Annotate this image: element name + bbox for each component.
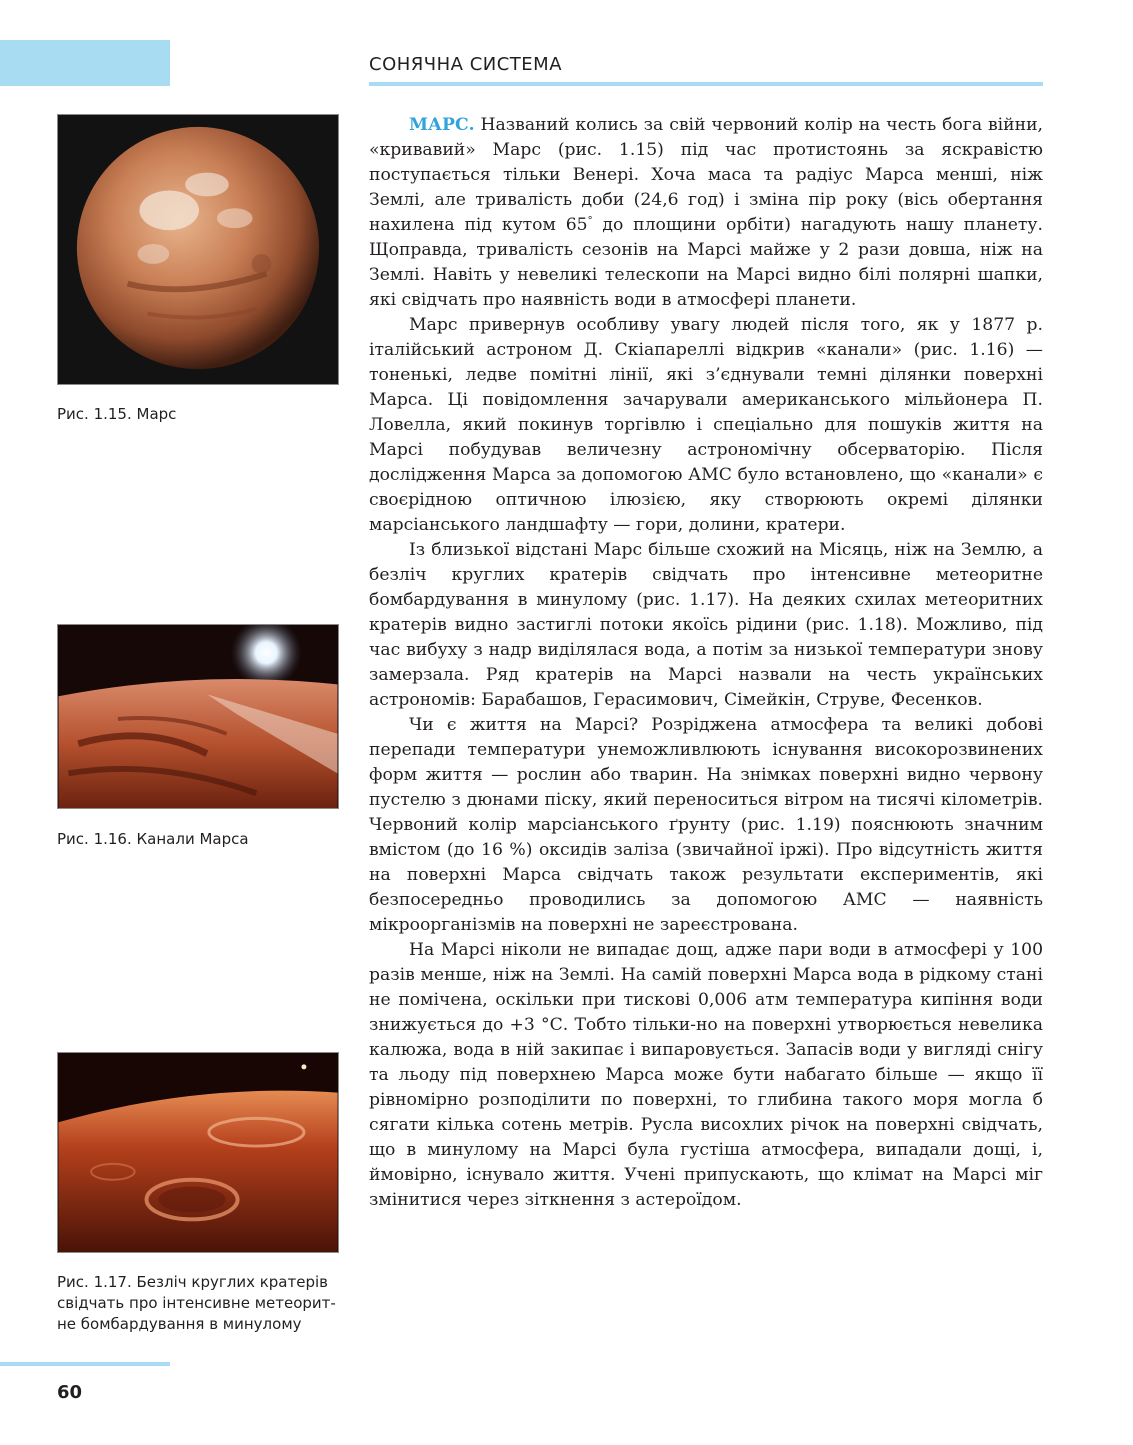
figure-caption-1-16: Рис. 1.16. Канали Марса [57, 830, 249, 848]
figure-mars-craters [57, 1052, 339, 1253]
paragraph-1: МАРС. Названий колись за свій червоний колір на честь бога війни, «кривавий» Марс (рис. 1.15) під час протистоянь за яскравістю поступається тільки Венері. Хоча маса та радіус Марса менші, ніж Землі, але тривалість доби (24,6 год) і зміна пір року (вісь обертання нахилена під кутом 65° до площини орбіти) нагадують нашу планету. Щоправда, тривалість сезонів на Марсі майже у 2 рази довша, ніж на Землі. Навіть у невеликі телескопи на Марсі видно білі полярні шапки, які свідчать про наявність води в атмосфері планети. [369, 115, 1043, 310]
paragraph-3: Із близької відстані Марс більше схожий на Місяць, ніж на Землю, а безліч круглих кратерів свідчать про інтенсивне метеоритне бомбардування в минулому (рис. 1.17). На деяких схилах метеоритних кратерів видно застиглі потоки якоїсь рідини (рис. 1.18). Можливо, під час вибуху з надр виділялася вода, а потім за низької температури знову замерзала. Ряд кратерів на Марсі назвали на честь українських астрономів: Барабашов, Герасимович, Сімейкін, Струве, Фесенков. [369, 540, 1043, 710]
figure-caption-1-15: Рис. 1.15. Марс [57, 405, 177, 423]
footer-rule [0, 1362, 170, 1366]
page-number: 60 [57, 1382, 83, 1403]
paragraph-4: Чи є життя на Марсі? Розріджена атмосфера та великі добові перепади температури унеможливлюють існування високорозвинених форм життя — рослин або тварин. На знімках поверхні видно червону пустелю з дюнами піску, який переноситься вітром на тисячі кілометрів. Червоний колір марсіанського ґрунту (рис. 1.19) пояснюють значним вмістом (до 16 %) оксидів заліза (звичайної іржі). Про відсутність життя на поверхні Марса свідчать також результати експериментів, які безпосередньо проводились за допомогою АМС — наявність мікроорганізмів на поверхні не зареєстрована. [369, 715, 1043, 935]
main-text [369, 113, 1043, 1213]
figure-mars-canals [57, 624, 339, 809]
header-rule [369, 82, 1043, 86]
figure-caption-1-17: Рис. 1.17. Безліч круглих кратерів свідчать про інтенсивне метеорит-не бомбардування в минулому [57, 1273, 336, 1333]
figure-mars-photo [57, 114, 339, 385]
degree-sign: ° [587, 215, 593, 227]
mars-craters-illustration [58, 1053, 338, 1252]
section-title: СОНЯЧНА СИСТЕМА [369, 54, 563, 75]
mars-canals-illustration [58, 625, 338, 808]
header-tab-block [0, 40, 170, 86]
mars-globe-illustration [58, 115, 338, 384]
paragraph-5: На Марсі ніколи не випадає дощ, адже пари води в атмосфері у 100 разів менше, ніж на Землі. На самій поверхні Марса вода в рідкому стані не помічена, оскільки при тискові 0,006 атм температура кипіння води знижується до +3 °С. Тобто тільки-но на поверхні утворюється невелика калюжа, вода в ній закипає і випаровується. Запасів води у вигляді снігу та льоду під поверхнею Марса може бути набагато більше — якщо її рівномірно розподілити по поверхні, то глибина такого моря могла б сягати кілька сотень метрів. Русла висохлих річок на поверхні свідчать, що в минулому на Марсі була густіша атмосфера, випадали дощі, і, ймовірно, існувало життя. Учені припускають, що клімат на Марсі міг змінитися через зіткнення з астероїдом. [369, 940, 1043, 1210]
paragraph-2: Марс привернув особливу увагу людей після того, як у 1877 р. італійський астроном Д. Скіапареллі відкрив «канали» (рис. 1.16) — тоненькі, ледве помітні лінії, які з’єднували темні ділянки поверхні Марса. Ці повідомлення зачарували американського мільйонера П. Ловелла, який покинув торгівлю і спеціально для пошуків життя на Марсі побудував величезну астрономічну обсерваторію. Після дослідження Марса за допомогою АМС було встановлено, що «канали» є своєрідною оптичною ілюзією, яку створюють окремі ділянки марсіанського ландшафту — гори, долини, кратери. [369, 315, 1043, 535]
lead-term: МАРС. [409, 115, 475, 135]
